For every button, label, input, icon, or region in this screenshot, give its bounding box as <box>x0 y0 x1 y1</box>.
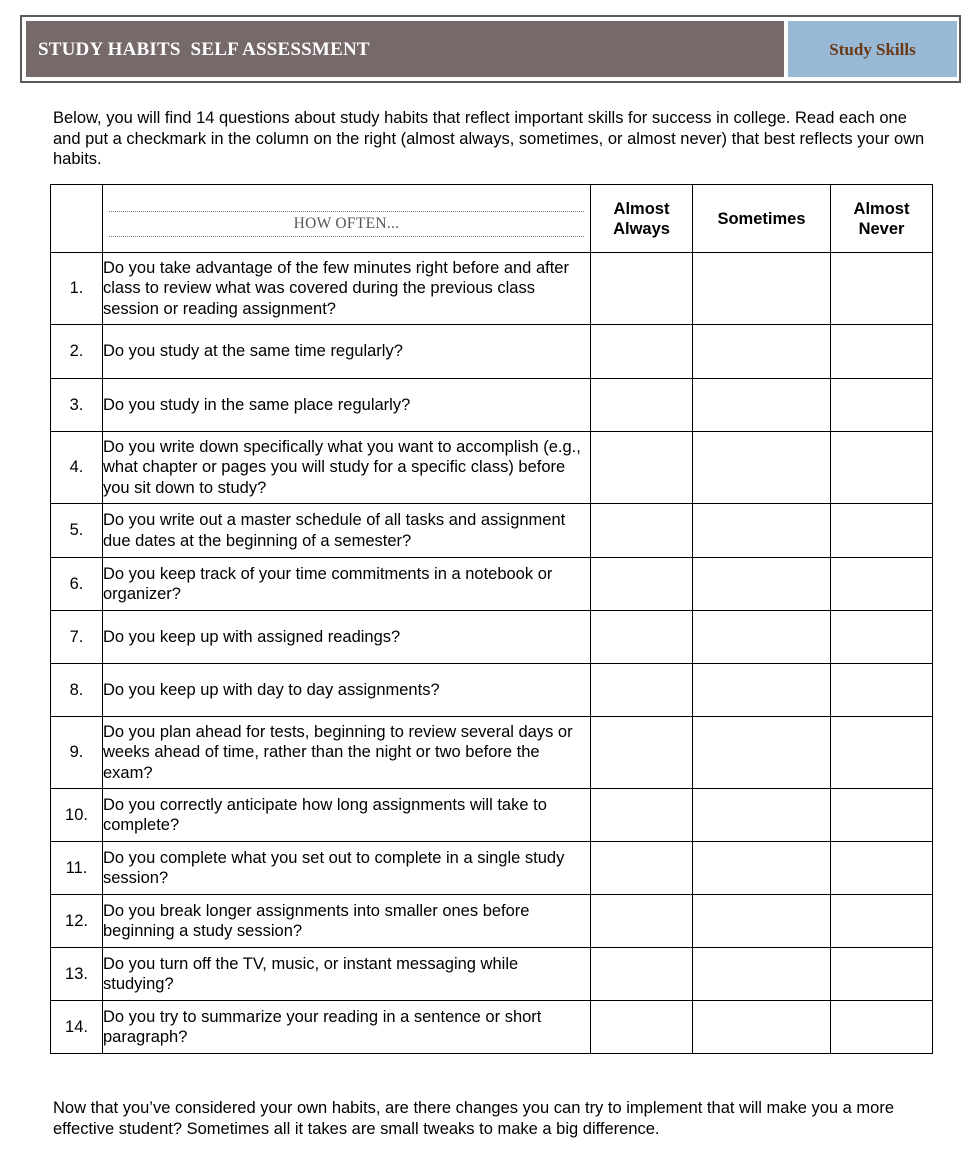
table-row <box>51 379 933 432</box>
almost-always-checkbox-cell[interactable] <box>591 432 693 504</box>
question-number: 10. <box>51 789 103 842</box>
table-row <box>51 611 933 664</box>
number-header <box>51 185 103 253</box>
question-number: 3. <box>51 379 103 432</box>
almost-always-checkbox-cell[interactable] <box>591 558 693 611</box>
question-text: Do you keep up with assigned readings? <box>103 611 591 664</box>
sometimes-header <box>693 185 831 253</box>
almost-always-checkbox-cell[interactable] <box>591 895 693 948</box>
almost-always-header <box>591 185 693 253</box>
intro-paragraph: Below, you will find 14 questions about study habits that reflect important skills for success in college. Read each one and put a checkmark in the column on the right (almost always, sometimes, or almost never) that best reflects your own habits. <box>53 109 925 168</box>
sometimes-checkbox-cell[interactable] <box>693 895 831 948</box>
almost-always-checkbox-cell[interactable] <box>591 253 693 325</box>
header-banner <box>20 15 961 83</box>
almost-never-checkbox-cell[interactable] <box>831 1001 933 1054</box>
table-row <box>51 432 933 504</box>
sometimes-label: Sometimes <box>717 209 806 228</box>
table-header-row <box>51 185 933 253</box>
almost-always-checkbox-cell[interactable] <box>591 1001 693 1054</box>
divider <box>109 236 584 237</box>
question-number: 12. <box>51 895 103 948</box>
question-number: 4. <box>51 432 103 504</box>
almost-never-checkbox-cell[interactable] <box>831 895 933 948</box>
question-text: Do you keep up with day to day assignments? <box>103 664 591 717</box>
question-text: Do you complete what you set out to complete in a single study session? <box>103 842 591 895</box>
table-row <box>51 789 933 842</box>
section-tag: Study Skills <box>829 40 916 59</box>
question-number: 1. <box>51 253 103 325</box>
sometimes-checkbox-cell[interactable] <box>693 253 831 325</box>
question-number: 6. <box>51 558 103 611</box>
almost-never-checkbox-cell[interactable] <box>831 611 933 664</box>
question-text: Do you plan ahead for tests, beginning to review several days or weeks ahead of time, rather than the night or two before the exam? <box>103 717 591 789</box>
almost-never-header <box>831 185 933 253</box>
almost-never-checkbox-cell[interactable] <box>831 504 933 558</box>
almost-always-checkbox-cell[interactable] <box>591 325 693 379</box>
sometimes-checkbox-cell[interactable] <box>693 611 831 664</box>
question-text: Do you take advantage of the few minutes right before and after class to review what was covered during the previous class session or reading assignment? <box>103 253 591 325</box>
almost-always-checkbox-cell[interactable] <box>591 664 693 717</box>
assessment-table <box>50 184 933 1054</box>
question-number: 7. <box>51 611 103 664</box>
almost-always-checkbox-cell[interactable] <box>591 611 693 664</box>
table-row <box>51 842 933 895</box>
table-row <box>51 717 933 789</box>
almost-always-checkbox-cell[interactable] <box>591 717 693 789</box>
table-row <box>51 253 933 325</box>
almost-always-checkbox-cell[interactable] <box>591 379 693 432</box>
almost-always-label-line2: Always <box>613 219 670 238</box>
almost-never-label-line1: Almost <box>853 199 910 218</box>
almost-never-checkbox-cell[interactable] <box>831 325 933 379</box>
sometimes-checkbox-cell[interactable] <box>693 1001 831 1054</box>
question-text: Do you try to summarize your reading in a sentence or short paragraph? <box>103 1001 591 1054</box>
sometimes-checkbox-cell[interactable] <box>693 379 831 432</box>
question-number: 9. <box>51 717 103 789</box>
almost-always-checkbox-cell[interactable] <box>591 948 693 1001</box>
almost-never-checkbox-cell[interactable] <box>831 664 933 717</box>
almost-never-label-line2: Never <box>858 219 905 238</box>
page-title: STUDY HABITS SELF ASSESSMENT <box>38 39 370 60</box>
question-text: Do you keep track of your time commitments in a notebook or organizer? <box>103 558 591 611</box>
sometimes-checkbox-cell[interactable] <box>693 432 831 504</box>
sometimes-checkbox-cell[interactable] <box>693 948 831 1001</box>
header-tag-box <box>788 21 957 77</box>
almost-never-checkbox-cell[interactable] <box>831 948 933 1001</box>
table-row <box>51 558 933 611</box>
table-row <box>51 895 933 948</box>
question-number: 14. <box>51 1001 103 1054</box>
almost-always-label-line1: Almost <box>613 199 670 218</box>
sometimes-checkbox-cell[interactable] <box>693 789 831 842</box>
question-number: 8. <box>51 664 103 717</box>
table-row <box>51 948 933 1001</box>
almost-always-checkbox-cell[interactable] <box>591 789 693 842</box>
table-row <box>51 325 933 379</box>
divider <box>109 211 584 212</box>
question-text: Do you study in the same place regularly? <box>103 379 591 432</box>
almost-never-checkbox-cell[interactable] <box>831 842 933 895</box>
sometimes-checkbox-cell[interactable] <box>693 664 831 717</box>
sometimes-checkbox-cell[interactable] <box>693 325 831 379</box>
question-header <box>103 185 591 253</box>
question-number: 2. <box>51 325 103 379</box>
question-text: Do you turn off the TV, music, or instant messaging while studying? <box>103 948 591 1001</box>
almost-never-checkbox-cell[interactable] <box>831 717 933 789</box>
sometimes-checkbox-cell[interactable] <box>693 842 831 895</box>
almost-never-checkbox-cell[interactable] <box>831 253 933 325</box>
question-text: Do you write down specifically what you want to accomplish (e.g., what chapter or pages you will study for a specific class) before you sit down to study? <box>103 432 591 504</box>
question-number: 13. <box>51 948 103 1001</box>
almost-always-checkbox-cell[interactable] <box>591 504 693 558</box>
how-often-label: HOW OFTEN... <box>293 214 400 232</box>
header-title-box <box>26 21 784 77</box>
question-text: Do you write out a master schedule of all tasks and assignment due dates at the beginning of a semester? <box>103 504 591 558</box>
table-row <box>51 1001 933 1054</box>
question-text: Do you break longer assignments into smaller ones before beginning a study session? <box>103 895 591 948</box>
almost-never-checkbox-cell[interactable] <box>831 432 933 504</box>
question-number: 11. <box>51 842 103 895</box>
sometimes-checkbox-cell[interactable] <box>693 558 831 611</box>
sometimes-checkbox-cell[interactable] <box>693 717 831 789</box>
almost-never-checkbox-cell[interactable] <box>831 789 933 842</box>
question-number: 5. <box>51 504 103 558</box>
table-row <box>51 664 933 717</box>
closing-paragraph: Now that you’ve considered your own habits, are there changes you can try to implement that will make you a more effective student? Sometimes all it takes are small tweaks to make a big difference. <box>53 1099 895 1138</box>
question-text: Do you study at the same time regularly? <box>103 325 591 379</box>
question-text: Do you correctly anticipate how long assignments will take to complete? <box>103 789 591 842</box>
almost-never-checkbox-cell[interactable] <box>831 379 933 432</box>
almost-never-checkbox-cell[interactable] <box>831 558 933 611</box>
table-row <box>51 504 933 558</box>
sometimes-checkbox-cell[interactable] <box>693 504 831 558</box>
almost-always-checkbox-cell[interactable] <box>591 842 693 895</box>
